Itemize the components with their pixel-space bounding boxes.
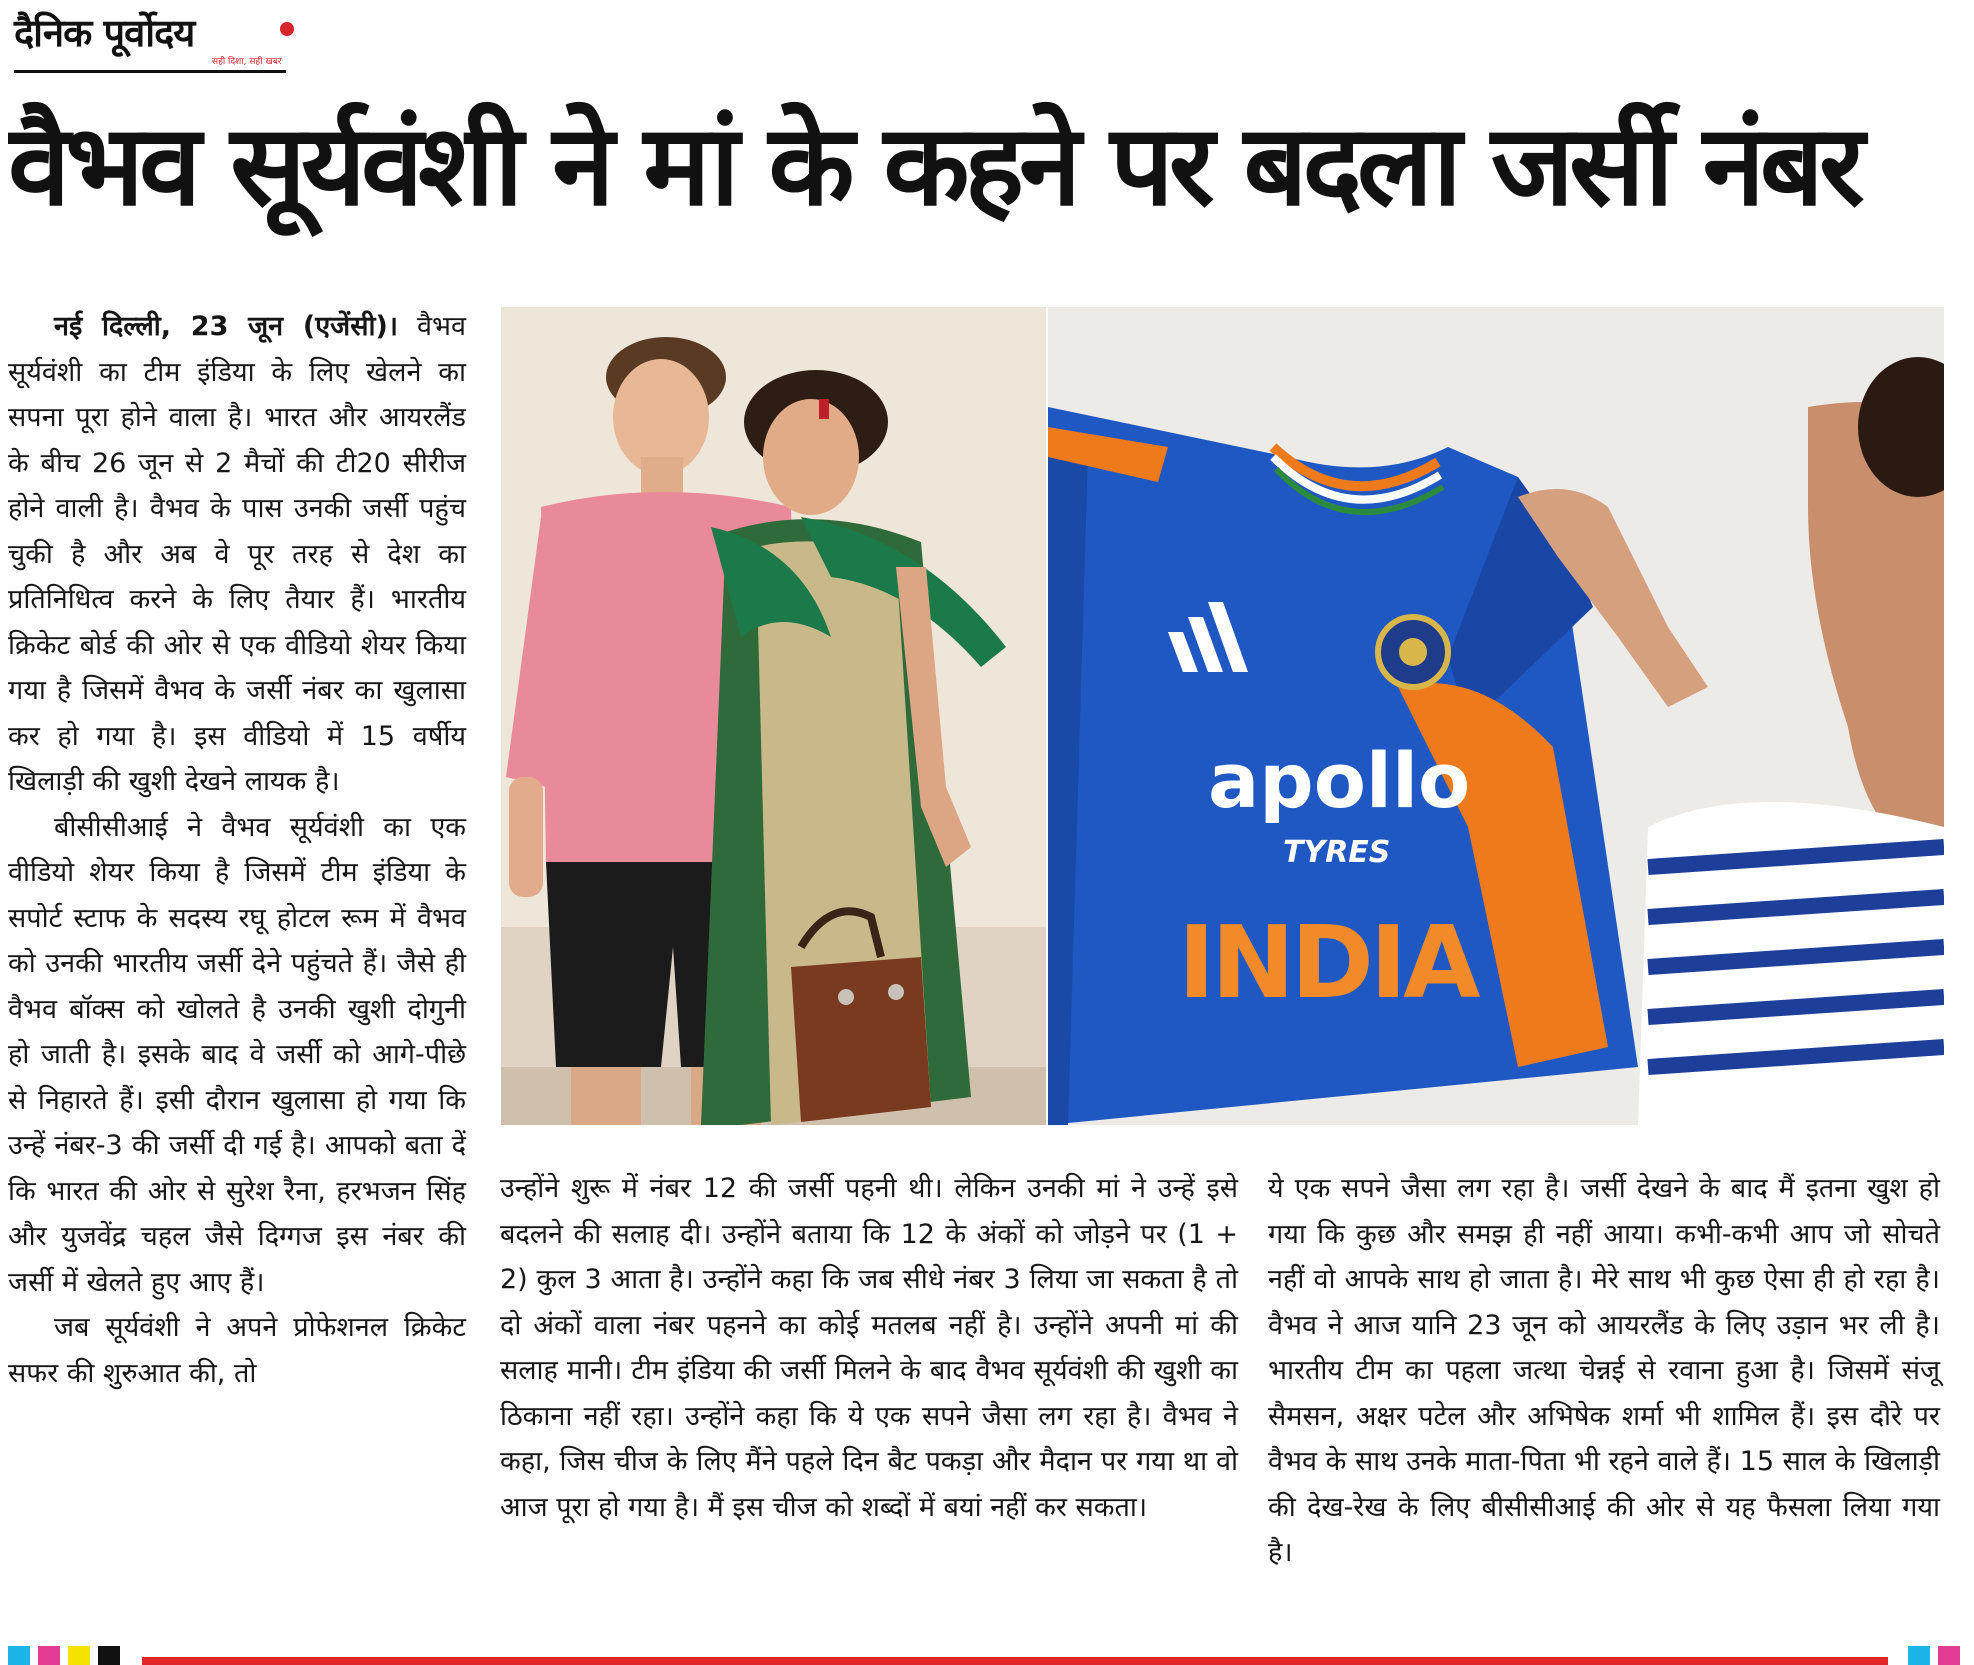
newspaper-name: दैनिक पूर्वोदय: [14, 11, 195, 55]
print-swatch-yellow: [68, 1646, 90, 1665]
print-swatch-cyan: [8, 1646, 30, 1665]
print-swatch-cyan: [1908, 1646, 1930, 1665]
article-paragraph: बीसीसीआई ने वैभव सूर्यवंशी का एक वीडियो शेयर किया है जिसमें टीम इंडिया के सपोर्ट स्टाफ के सदस्य रघू होटल रूम में वैभव को उनकी भारतीय जर्सी देने पहुंचते हैं। जैसे ही वैभव बॉक्स को खोलते है उनकी खुशी दोगुनी हो जाती है। इसके बाद वे जर्सी को आगे-पीछे से निहारते हैं। इसी दौरान खुलासा हो गया कि उन्हें नंबर-3 की जर्सी दी गई है। आपको बता दें कि भारत की ओर से सुरेश रैना, हरभजन सिंह और युजवेंद्र चहल जैसे दिग्गज इस नंबर की जर्सी में खेलते हुए आए हैं।: [8, 811, 466, 1298]
photo-illustration: [501, 307, 1046, 1125]
article-paragraph: [8, 304, 466, 805]
photo-india-jersey: [1048, 307, 1944, 1125]
jersey-sponsor-subtext: TYRES: [1283, 835, 1391, 870]
article-text: वैभव सूर्यवंशी का टीम इंडिया के लिए खेलने का सपना पूरा होने वाला है। भारत और आयरलैंड के बीच 26 जून से 2 मैचों की टी20 सीरीज होने वाली है। वैभव के पास उनकी जर्सी पहुंच चुकी है और अब वे पूर तरह से देश का प्रतिनिधित्व करने के लिए तैयार हैं। भारतीय क्रिकेट बोर्ड की ओर से एक वीडियो शेयर किया गया है जिसमें वैभव के जर्सी नंबर का खुलासा कर हो गया है। इस वीडियो में 15 वर्षीय खिलाड़ी की खुशी देखने लायक है।: [8, 311, 466, 797]
jersey-sponsor-text: apollo: [1208, 736, 1471, 825]
jersey-country-text: INDIA: [1178, 904, 1477, 1021]
article-column-3: [1268, 1166, 1940, 1568]
article-paragraph: ये एक सपने जैसा लग रहा है। जर्सी देखने के बाद मैं इतना खुश हो गया कि कुछ और समझ ही नहीं आया। कभी-कभी आप जो सोचते नहीं वो आपके साथ हो जाता है। मेरे साथ भी कुछ ऐसा ही हो रहा है। वैभव ने आज यानि 23 जून को आयरलैंड के लिए उड़ान भर ली है। भारतीय टीम का पहला जत्था चेन्नई से रवाना हुआ है। जिसमें संजू सैमसन, अक्षर पटेल और अभिषेक शर्मा भी शामिल हैं। इस दौरे पर वैभव के साथ उनके माता-पिता भी रहने वाले हैं। 15 साल के खिलाड़ी की देख-रेख के लिए बीसीसीआई की ओर से यह फैसला लिया गया है।: [1268, 1173, 1940, 1568]
photo-vaibhav-with-mother: [501, 307, 1046, 1125]
print-swatch-magenta: [1938, 1646, 1960, 1665]
print-swatch-magenta: [38, 1646, 60, 1665]
newspaper-tagline: सही दिशा, सही खबर: [212, 57, 282, 67]
photo-illustration: [1048, 307, 1944, 1125]
print-swatch-black: [98, 1646, 120, 1665]
masthead: [14, 10, 286, 70]
registered-dot-icon: [280, 22, 294, 36]
masthead-rule: [14, 70, 286, 73]
headline: वैभव सूर्यवंशी ने मां के कहने पर बदला जर्सी नंबर: [8, 101, 1860, 231]
article-column-1: [8, 304, 466, 1524]
bottom-rule: [142, 1657, 1888, 1665]
article-column-2: [500, 1166, 1238, 1522]
article-paragraph: उन्होंने शुरू में नंबर 12 की जर्सी पहनी थी। लेकिन उनकी मां ने उन्हें इसे बदलने की सलाह दी। उन्होंने बताया कि 12 के अंकों को जोड़ने पर (1 + 2) कुल 3 आता है। उन्होंने कहा कि जब सीधे नंबर 3 लिया जा सकता है तो दो अंकों वाला नंबर पहनने का कोई मतलब नहीं है। उन्होंने अपनी मां की सलाह मानी। टीम इंडिया की जर्सी मिलने के बाद वैभव सूर्यवंशी की खुशी का ठिकाना नहीं रहा। उन्होंने कहा कि ये एक सपने जैसा लग रहा है। वैभव ने कहा, जिस चीज के लिए मैंने पहले दिन बैट पकड़ा और मैदान पर गया था वो आज पूरा हो गया है। मैं इस चीज को शब्दों में बयां नहीं कर सकता।: [500, 1173, 1238, 1523]
article-paragraph: जब सूर्यवंशी ने अपने प्रोफेशनल क्रिकेट सफर की शुरुआत की, तो: [8, 1312, 466, 1389]
dateline: नई दिल्ली, 23 जून (एजेंसी)।: [54, 311, 399, 342]
